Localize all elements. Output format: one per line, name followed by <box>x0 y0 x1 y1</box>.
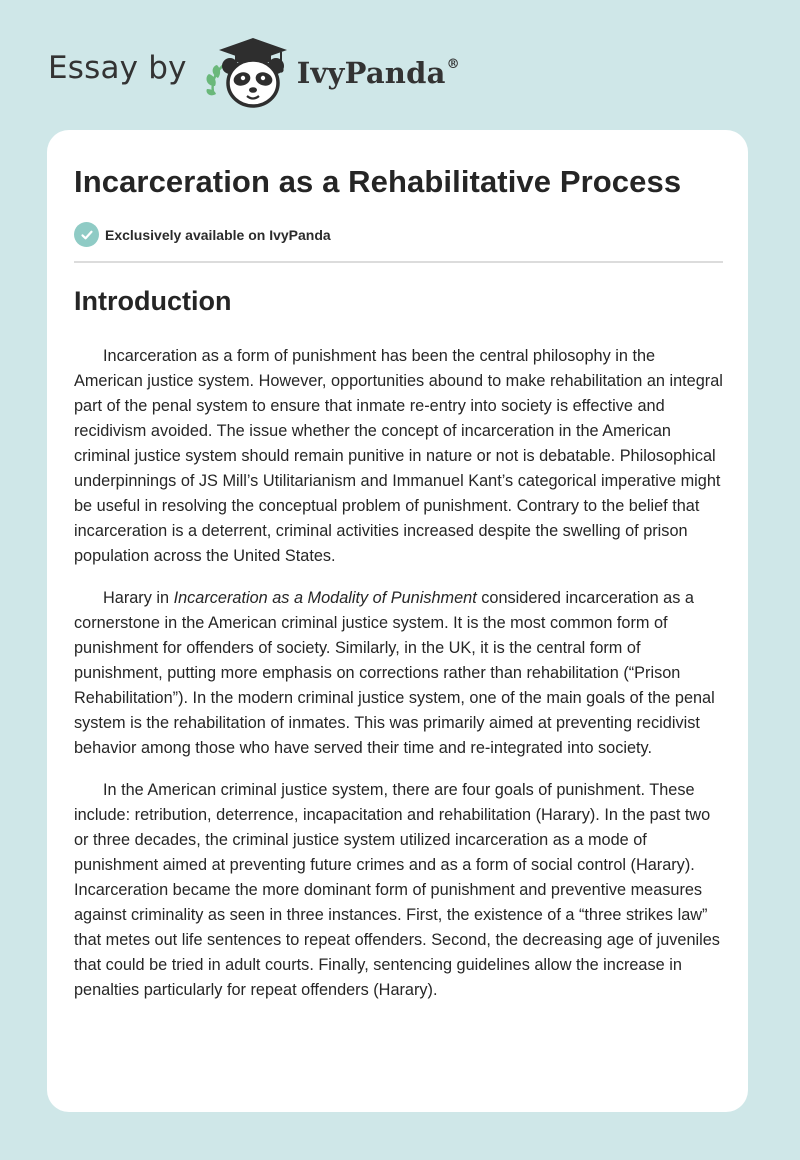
section-heading-introduction: Introduction <box>74 286 232 316</box>
essay-title: Incarceration as a Rehabilitative Process <box>74 164 682 199</box>
essay-body <box>74 344 726 1020</box>
cited-work-title: Incarceration as a Modality of Punishment <box>173 589 477 607</box>
site-header-brand[interactable] <box>48 34 460 110</box>
paragraph-2-lead: Harary in <box>103 589 174 607</box>
paragraph-3: In the American criminal justice system, there are four goals of punishment. These include: retribution, deterrence, incapacitation and rehabilitation (Harary). In the past two or three decades, the criminal justice system utilized incarceration as a mode of punishment aimed at preventing future crimes and as a form of social control (Harary). Incarceration became the more dominant form of punishment and preventive measures against criminality as seen in three instances. First, the existence of a “three strikes law” that metes out life sentences to repeat offenders. Second, the decreasing age of juveniles that could be tried in adult courts. Finally, sentencing guidelines allow the increase in penalties particularly for repeat offenders (Harary). <box>74 781 720 999</box>
exclusive-badge <box>74 222 331 247</box>
paragraph-2-rest: considered incarceration as a cornerstone in the American criminal justice system. It is the most common form of punishment for offenders of society. Similarly, in the UK, it is the central form of punishment, putting more emphasis on corrections rather than rehabilitation (“Prison Rehabilitation”). In the modern criminal justice system, one of the main goals of the penal system is the rehabilitation of inmates. This was primarily aimed at preventing recidivist behavior among those who have served their time and re-integrated into society. <box>74 589 715 757</box>
panda-graduate-icon <box>203 34 291 110</box>
exclusive-badge-text: Exclusively available on IvyPanda <box>105 226 331 243</box>
paragraph-2 <box>74 586 726 761</box>
paragraph-1: Incarceration as a form of punishment has been the central philosophy in the American justice system. However, opportunities abound to make rehabilitation an integral part of the penal system to ensure that inmate re-entry into society is effective and recidivism avoided. The issue whether the concept of incarceration in the American criminal justice system should remain punitive in nature or not is debatable. Philosophical underpinnings of JS Mill’s Utilitarianism and Immanuel Kant’s categorical imperative might be useful in resolving the conceptual problem of punishment. Contrary to the belief that incarceration is a deterrent, criminal activities increased despite the swelling of prison population across the United States. <box>74 347 723 565</box>
brand-prefix: Essay by <box>48 50 187 86</box>
brand-name: IvyPanda® <box>296 56 460 90</box>
title-divider <box>74 261 723 263</box>
check-circle-icon <box>74 222 99 247</box>
registered-mark: ® <box>446 57 460 73</box>
essay-card <box>47 130 748 1112</box>
